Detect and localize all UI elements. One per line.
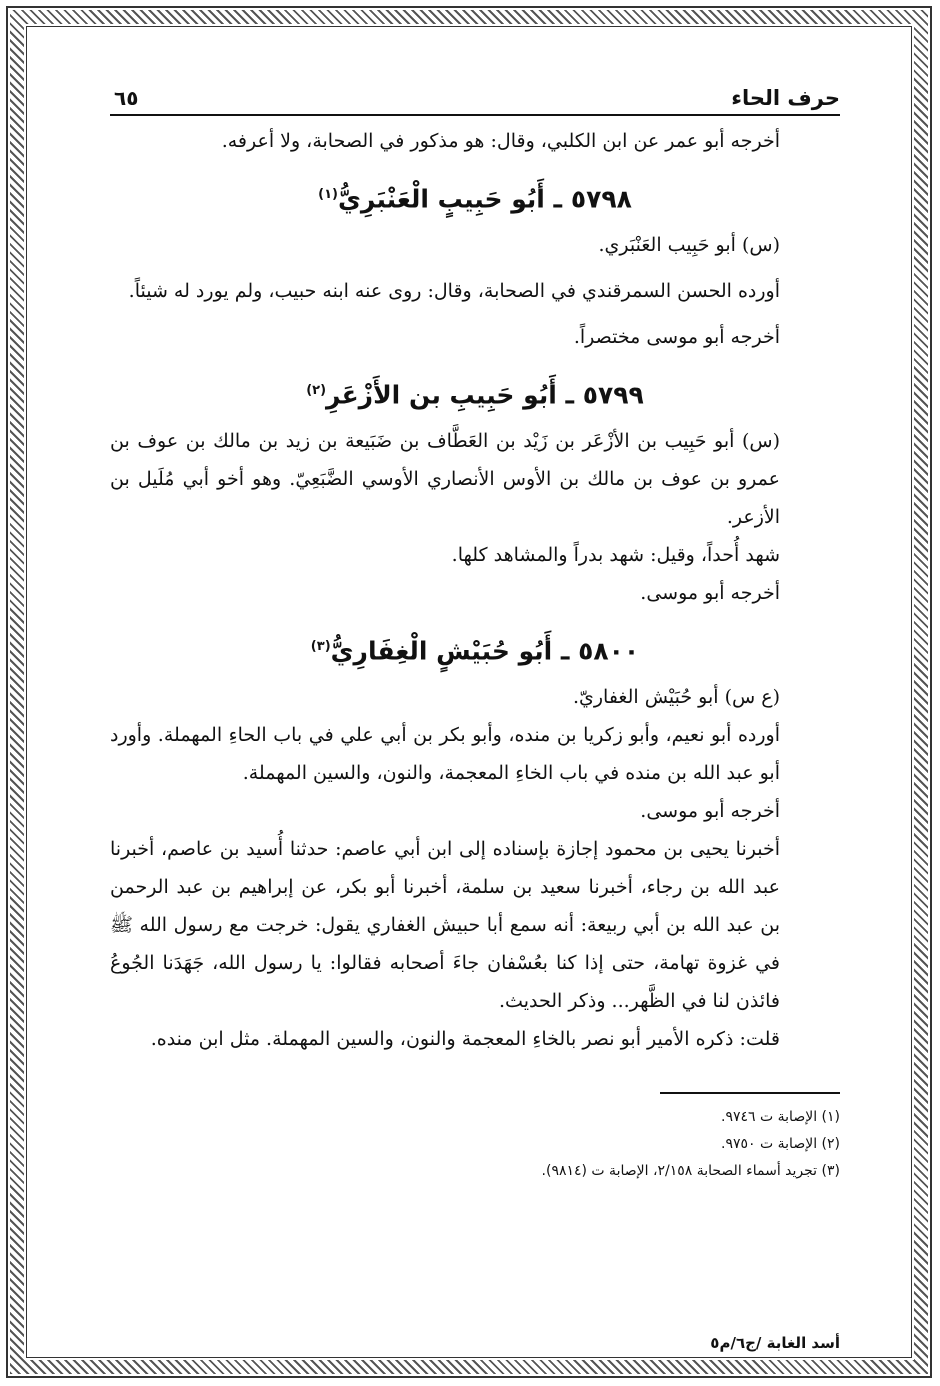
- entry-paragraph: (ع س) أبو حُبَيْش الغفاريّ.: [572, 686, 780, 708]
- footnote-ref: (٣): [310, 639, 331, 654]
- entry-paragraph: أخرجه أبو موسى.: [640, 800, 780, 822]
- entry-paragraph: شهد أُحداً، وقيل: شهد بدراً والمشاهد كلها.: [451, 544, 780, 566]
- footnote-ref: (٢): [306, 383, 327, 398]
- entry-paragraph: أورده أبو نعيم، وأبو زكريا بن منده، وأبو بكر بن أبي علي في باب الحاءِ المهملة. وأورد أبو عبد الله بن منده في باب الخاءِ المعجمة، والنون، والسين المهملة.: [110, 724, 780, 784]
- entry-paragraph: (س) أبو حَبِيب بن الأزْعَر بن زَيْد بن العَطَّاف بن ضَبَيعة بن زيد بن مالك بن عوف بن عمرو بن عوف بن مالك بن الأوس الأنصاري الأوسي الضَّبَعِيّ. وهو أخو أبي مُلَيل بن الأزعر.: [110, 430, 780, 528]
- entry-paragraph: أخرجه أبو موسى مختصراً.: [573, 326, 780, 348]
- entry-paragraph: أورده الحسن السمرقندي في الصحابة، وقال: روى عنه ابنه حبيب، ولم يورد له شيئاً.: [128, 280, 780, 302]
- entry-title: [110, 626, 840, 668]
- entry-title-text: ٥٨٠٠ ـ أَبُو حُبَيْشٍ الْغِفَارِيُّ: [330, 636, 640, 666]
- intro-paragraph: أخرجه أبو عمر عن ابن الكلبي، وقال: هو مذكور في الصحابة، ولا أعرفه.: [221, 130, 780, 152]
- entry-paragraph: (س) أبو حَبِيب العَنْبَري.: [598, 234, 780, 256]
- running-header: [110, 66, 840, 116]
- entry-paragraph: أخبرنا يحيى بن محمود إجازة بإسناده إلى ابن أبي عاصم: حدثنا أُسيد بن عاصم، أخبرنا عبد الله بن رجاء، أخبرنا سعيد بن سلمة، أخبرنا أبو بكر، عن إبراهيم بن عبد الرحمن بن عبد الله بن أبي ربيعة: أنه سمع أبا حبيش الغفاري يقول: خرجت مع رسول الله ﷺ في غزوة تهامة، حتى إذا كنا بعُسْفان جاءَ أصحابه فقالوا: يا رسول الله، جَهَدَنا الجُوعُ فائذن لنا في الظَّهر... وذكر الحديث.: [110, 838, 780, 1012]
- chapter-title: حرف الحاء: [731, 86, 840, 110]
- book-page: [110, 66, 840, 1185]
- entry-title-text: ٥٧٩٩ ـ أَبُو حَبِيبِ بن الأَزْعَرِ: [326, 380, 644, 410]
- entry-title-text: ٥٧٩٨ ـ أَبُو حَبِيبٍ الْعَنْبَرِيُّ: [337, 184, 632, 214]
- footnote: (٢) الإصابة ت ٩٧٥٠.: [721, 1136, 840, 1152]
- footnote: (٣) تجريد أسماء الصحابة ٢/١٥٨، الإصابة ت (٩٨١٤).: [541, 1163, 840, 1179]
- entry-title: [110, 174, 840, 216]
- entry-paragraph: قلت: ذكره الأمير أبو نصر بالخاءِ المعجمة والنون، والسين المهملة. مثل ابن منده.: [150, 1028, 780, 1050]
- entry-title: [110, 370, 840, 412]
- footnote-separator: [660, 1092, 840, 1094]
- footnote-ref: (١): [318, 187, 338, 202]
- footnote: (١) الإصابة ت ٩٧٤٦.: [721, 1109, 840, 1125]
- signature-footer: أسد الغابة /ج٦/م٥: [710, 1334, 840, 1352]
- entry-paragraph: أخرجه أبو موسى.: [640, 582, 780, 604]
- page-number: ٦٥: [114, 86, 139, 110]
